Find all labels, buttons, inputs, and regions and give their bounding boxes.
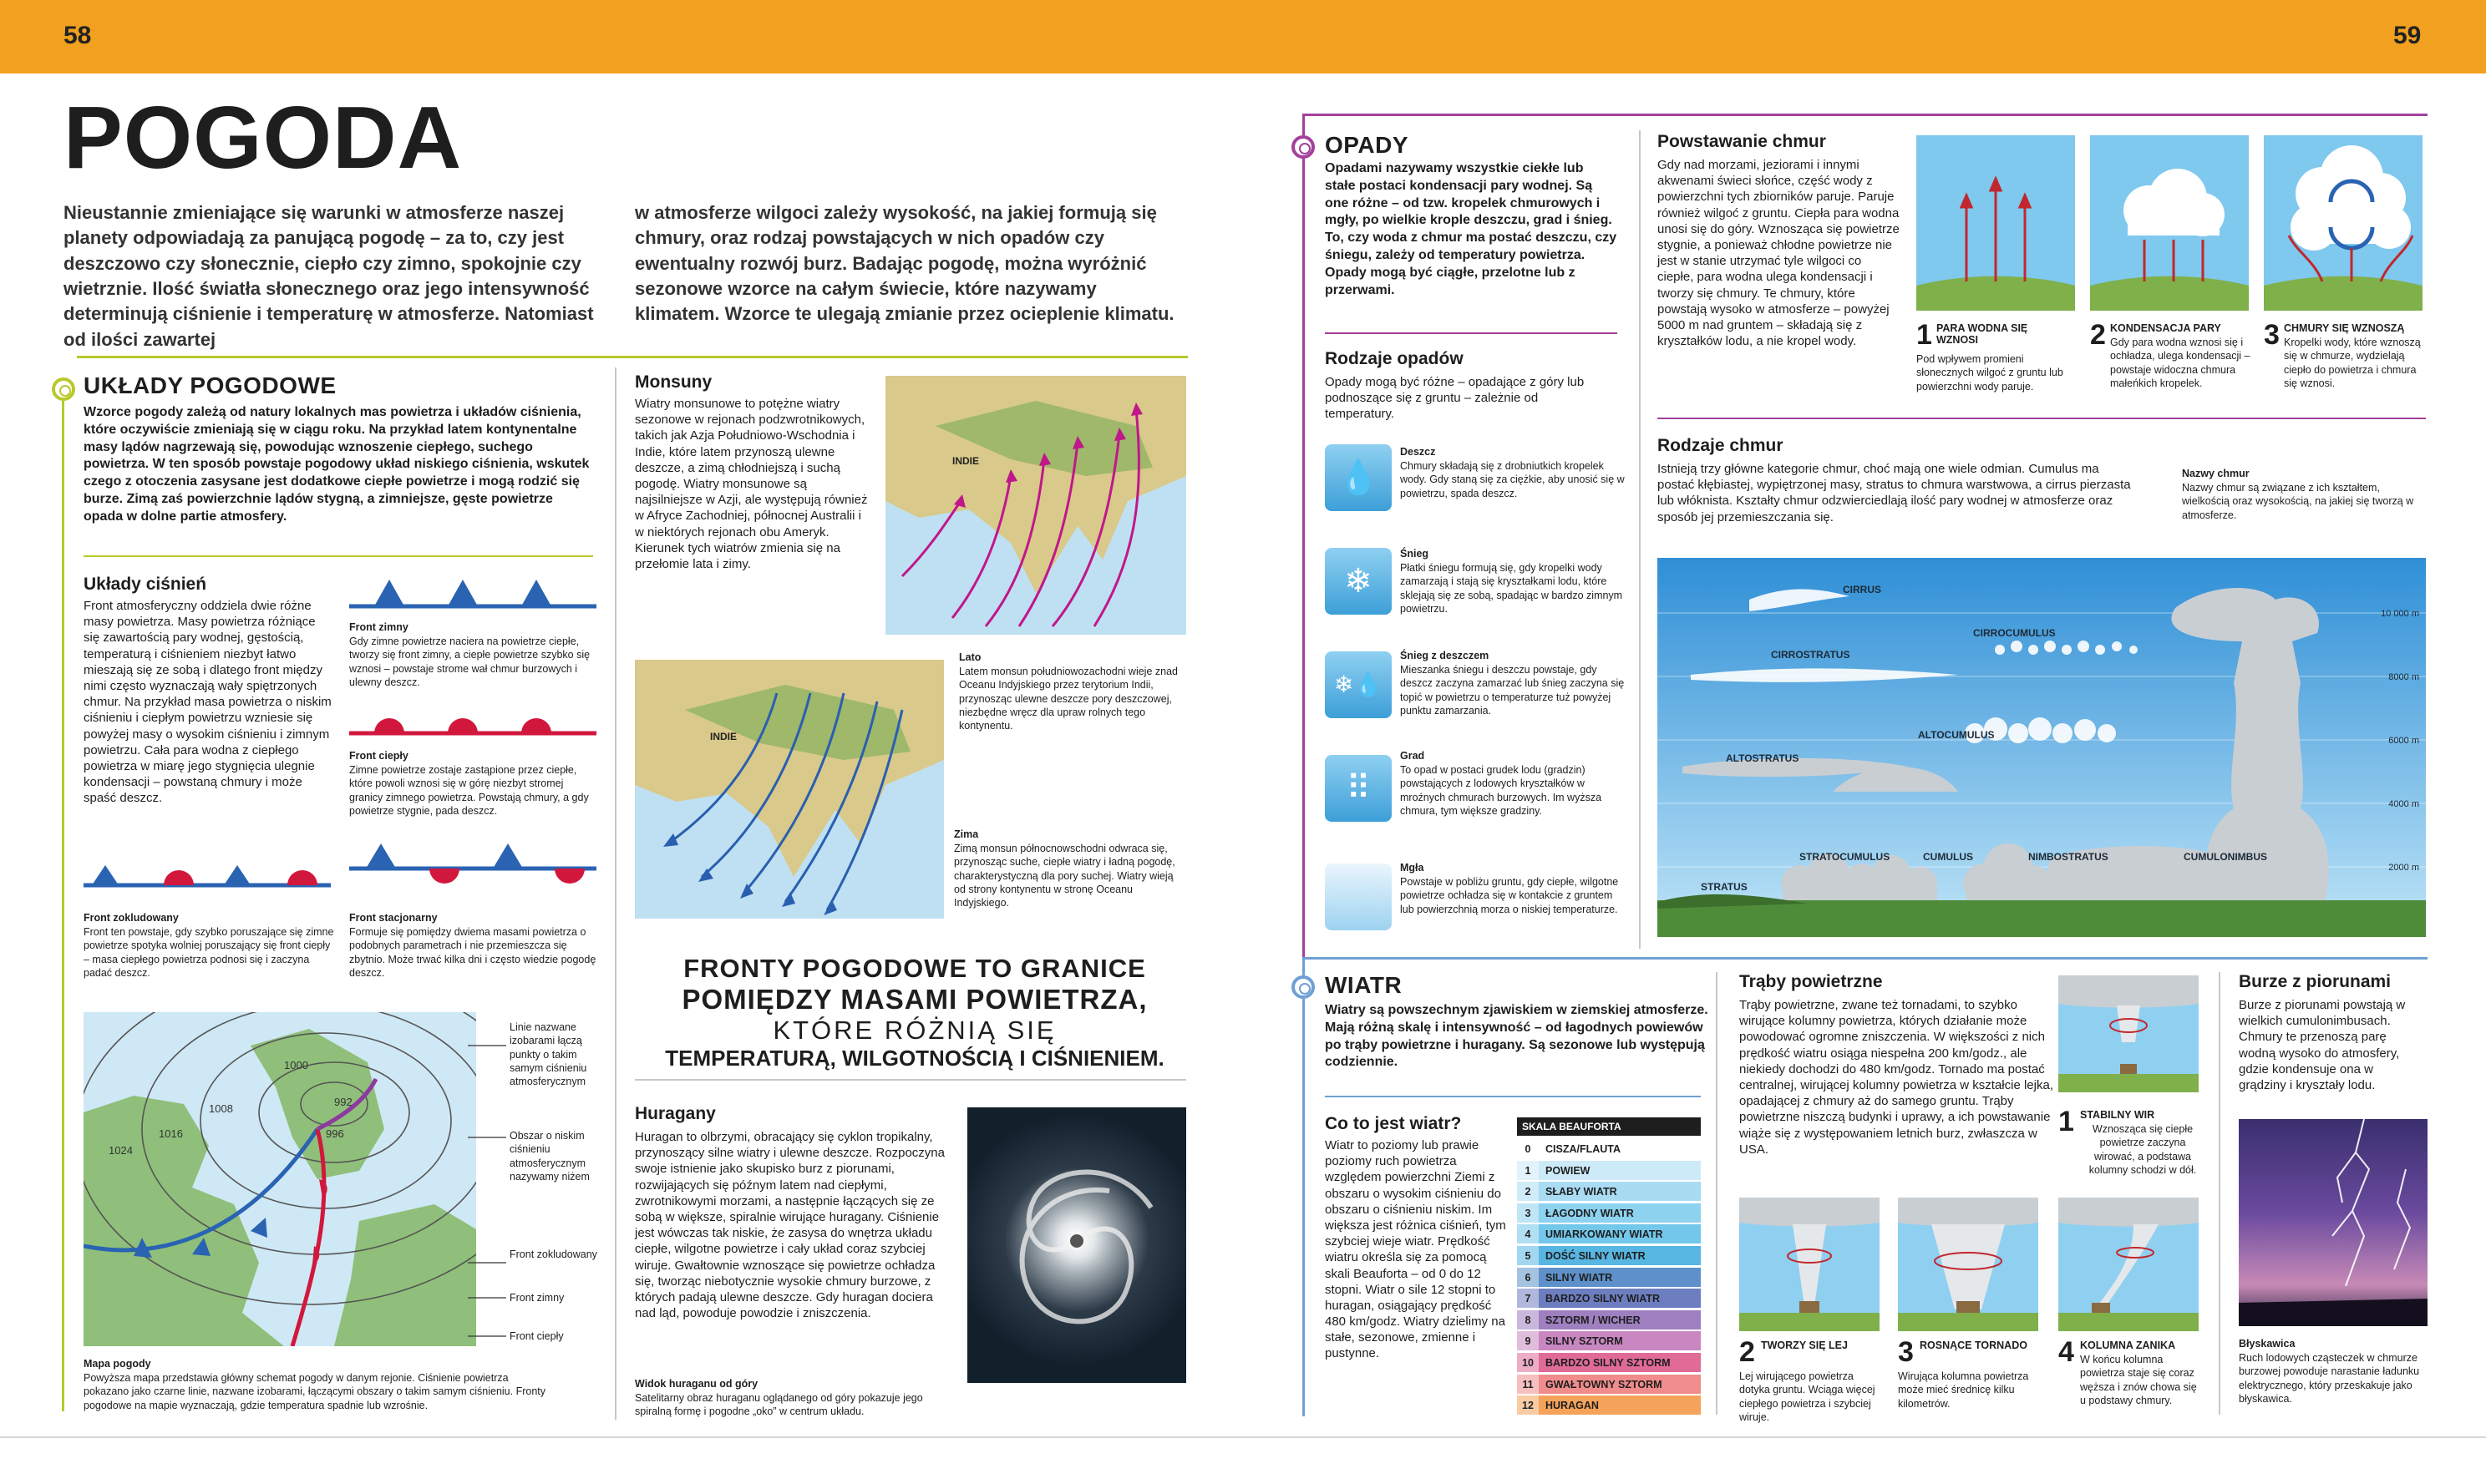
beaufort-row [1517, 1203, 1701, 1223]
step-number: 4 [2058, 1336, 2074, 1368]
beaufort-number: 8 [1517, 1310, 1539, 1330]
step-title: TWORZY SIĘ LEJ [1761, 1340, 1848, 1351]
map-label-cold: Front zimny [510, 1292, 565, 1304]
precip-text-4: Powstaje w pobliżu gruntu, gdy ciepłe, wilgotne powietrze ochładza się w kontakcie z gruntem lub powierzchnią morza o niskiej temperaturze. [1400, 876, 1619, 915]
subheading-traby: Trąby powietrzne [1739, 972, 1883, 991]
tornado-step-3 [1898, 1198, 2038, 1331]
top-bar [0, 0, 2486, 73]
section-marker-icon [1291, 135, 1315, 159]
step-title: STABILNY WIR [2080, 1109, 2155, 1121]
front-text-2: Front ten powstaje, gdy szybko poruszające się zimne powietrze spotyka wolniej poruszający się front ciepły – masa ciepłego powietrza podnosi się i zaczyna padać deszcz. [84, 926, 334, 979]
front-title-2: Front zokludowany [84, 912, 179, 924]
cloud-label: ALTOCUMULUS [1918, 729, 1995, 741]
tornado-step-2 [1739, 1198, 1880, 1331]
step-number: 1 [2058, 1106, 2074, 1137]
front-title-1: Front ciepły [349, 750, 408, 762]
map-caption-title: Mapa pogody [84, 1358, 151, 1370]
beaufort-label: SILNY WIATR [1545, 1271, 1613, 1284]
monsoon-winter-map [635, 660, 944, 919]
front-text-0: Gdy zimne powietrze naciera na powietrze ciepłe, tworzy się front zimny, a ciepłe powietrze szybko się wznosi – powstaje strome wał chmur burzowych i ulewny deszcz. [349, 636, 591, 688]
quote-line: KTÓRE RÓŻNIĄ SIĘ [773, 1016, 1057, 1045]
snowflake-icon: ❄ [1325, 548, 1392, 615]
subheading-rodzaje-opadow: Rodzaje opadów [1325, 349, 1464, 368]
front-title-0: Front zimny [349, 621, 408, 633]
beaufort-label: GWAŁTOWNY SZTORM [1545, 1378, 1662, 1390]
precip-title-3: Grad [1400, 750, 1425, 762]
altitude-label: 6000 m [2388, 736, 2419, 746]
bottom-rule [0, 1436, 2486, 1438]
map-label-india: INDIE [710, 731, 738, 742]
step-number: 2 [1739, 1336, 1755, 1368]
zima-title: Zima [954, 828, 979, 840]
beaufort-row [1517, 1331, 1701, 1351]
cloud-names-text: Nazwy chmur są związane z ich kształtem, wielkością oraz wysokością, na jakiej się tworzą w atmosferze. [2182, 482, 2414, 521]
beaufort-label: BARDZO SILNY SZTORM [1545, 1357, 1671, 1369]
section-rule [77, 356, 1188, 358]
divider [84, 555, 593, 557]
map-label-india: INDIE [952, 455, 980, 467]
hurricane-satellite-image [967, 1107, 1186, 1383]
wiatr-text: Wiatr to poziomy lub prawie poziomy ruch powietrza względem powierzchni Ziemi z obszaru o wysokim ciśnieniu do obszaru o ciśnieniu niskim. Im większa jest różnica ciśnień, tym szybciej wieje wiatr. Prędkość wiatru określa się za pomocą skali Beauforta – od 0 do 12 stopni. Wiatr o sile 12 stopni to huragan, osiągający prędkość 480 km/godz. Wiatry dzielimy na stałe, sezonowe, zmienne i pustynne. [1325, 1138, 1506, 1361]
step-text: Kropelki wody, które wznoszą się w chmurze, wydzielają ciepło do powietrza i chmura się wznosi. [2284, 337, 2421, 389]
beaufort-number: 1 [1517, 1161, 1539, 1181]
beaufort-number: 7 [1517, 1289, 1539, 1309]
step-text: Lej wirującego powietrza dotyka gruntu. Wciąga więcej ciepłego powietrza i szybciej wiruje. [1739, 1370, 1875, 1423]
section-title-opady: OPADY [1325, 132, 1408, 158]
column-divider [615, 367, 616, 1420]
beaufort-row [1517, 1246, 1701, 1266]
step-title: ROSNĄCE TORNADO [1920, 1340, 2027, 1351]
hail-icon: ⠿ [1325, 755, 1392, 822]
front-title-3: Front stacjonarny [349, 912, 438, 924]
cloud-names-title: Nazwy chmur [2182, 468, 2250, 479]
precip-title-4: Mgła [1400, 862, 1424, 874]
altitude-label: 2000 m [2388, 863, 2419, 873]
step-title: PARA WODNA SIĘ WZNOSI [1936, 322, 2028, 346]
beaufort-row [1517, 1224, 1701, 1244]
cloud-types-diagram [1657, 558, 2426, 937]
rodzaje-chmur-text: Istnieją trzy główne kategorie chmur, choć mają one wiele odmian. Cumulus ma postać kłębiastej, wypiętrzonej masy, stratus to chmura warstwowa, a cirrus pierzasta lub włóknista. Kształty chmur odzwierciedlają ilość pary wodnej w atmosferze oraz sposób jej przemieszczania się. [1657, 462, 2131, 524]
powstawanie-text: Gdy nad morzami, jeziorami i innymi akwenami świeci słońce, część wody z powierzchni tych zbiorników paruje. Paruje również wilgoć z gruntu. Ciepła para wodna unosi się do góry. Wznosząca się powietrze stygnie, a ponieważ chłodne powietrze nie jest w stanie utrzymać tyle wilgoci co ciepłe, para wodna ulega kondensacji i tworzy się chmury. Te chmury, które powstają wysoko w atmosferze – powyżej 5000 m nad gruntem – składają się z kryształków lodu, a nie kropel wody. [1657, 158, 1900, 349]
step-title: KONDENSACJA PARY [2110, 322, 2221, 334]
hurricane-caption-title: Widok huraganu od góry [635, 1378, 758, 1390]
cold-front-symbol [349, 575, 600, 616]
wiatr-intro: Wiatry są powszechnym zjawiskiem w ziemskiej atmosferze. Mają różną skalę i intensywność – od łagodnych powiewów po trąby powietrzne i huragany. Są sezonowe lub występują codziennie. [1325, 1003, 1708, 1070]
section-vertical-rule [62, 401, 64, 1411]
page-number-left: 58 [63, 22, 92, 49]
step-number: 2 [2090, 319, 2106, 351]
isobar-label: 1024 [109, 1144, 133, 1157]
lightning-caption: Ruch lodowych cząsteczek w chmurze burzowej powoduje narastanie ładunku elektrycznego, który przeskakuje jako błyskawica. [2239, 1352, 2420, 1405]
cloud-formation-step-3 [2264, 135, 2423, 311]
beaufort-label: SZTORM / WICHER [1545, 1314, 1641, 1326]
occluded-front-symbol [84, 860, 334, 902]
altitude-label: 10 000 m [2381, 609, 2419, 619]
subheading-huragany: Huragany [635, 1104, 716, 1123]
beaufort-number: 9 [1517, 1331, 1539, 1351]
section-vertical-rule [1302, 957, 1305, 975]
cloud-label: CUMULONIMBUS [2184, 851, 2267, 863]
section-marker-icon [52, 377, 75, 401]
step-number: 3 [1898, 1336, 1914, 1368]
isobar-label: 1000 [284, 1059, 308, 1071]
cloud-label: STRATUS [1701, 881, 1748, 893]
hurricane-caption: Satelitarny obraz huraganu oglądanego od góry pokazuje jego spiralną formę i pogodne „oko” w centrum układu. [635, 1392, 923, 1418]
intro-right: w atmosferze wilgoci zależy wysokość, na jakiej formują się chmury, oraz rodzaj powstających w nich opadów czy ewentualny rozwój burz. Badając pogodę, można wyróżnić sezonowe wzorce na całym świecie, które nazywamy klimatem. Wzorce te ulegają zmianie przez ocieplenie klimatu. [635, 202, 1175, 325]
beaufort-label: SŁABY WIATR [1545, 1186, 1617, 1198]
beaufort-number: 5 [1517, 1246, 1539, 1266]
beaufort-number: 6 [1517, 1268, 1539, 1288]
beaufort-label: POWIEW [1545, 1164, 1591, 1177]
beaufort-number: 11 [1517, 1375, 1539, 1395]
section-vertical-rule [1302, 999, 1305, 1416]
intro-left: Nieustannie zmieniające się warunki w atmosferze naszej planety odpowiadają za panującą pogodę – za to, czy jest deszczowo czy słonecznie, ciepło czy zimno, spokojnie czy wietrznie. Ilość światła słonecznego oraz jego intensywność determinują ciśnienie i temperaturę w atmosferze. Natomiast od ilości zawartej [63, 202, 594, 350]
beaufort-row [1517, 1395, 1701, 1416]
weather-map [84, 1012, 476, 1346]
fog-icon [1325, 864, 1392, 930]
beaufort-row [1517, 1139, 1701, 1159]
divider [1325, 1096, 1701, 1097]
step-text: Wirująca kolumna powietrza może mieć średnicę kilku kilometrów. [1898, 1370, 2029, 1410]
beaufort-number: 12 [1517, 1395, 1539, 1416]
quote-line: TEMPERATURĄ, WILGOTNOŚCIĄ I CIŚNIENIEM. [665, 1046, 1164, 1071]
tornado-step-4 [2058, 1198, 2199, 1331]
beaufort-row [1517, 1182, 1701, 1202]
tornado-step-1 [2058, 975, 2199, 1092]
beaufort-number: 10 [1517, 1353, 1539, 1373]
beaufort-number: 3 [1517, 1203, 1539, 1223]
subheading-burze: Burze z piorunami [2239, 972, 2392, 991]
opady-types-intro: Opady mogą być różne – opadające z góry lub podnoszące się z gruntu – zależnie od temperatury. [1325, 375, 1585, 422]
lato-text: Latem monsun południowozachodni wieje znad Oceanu Indyjskiego przez terytorium Indii, przynosząc ulewne deszcze pory deszczowej, niezbędne wręcz dla upraw rolnych tego kontynentu. [959, 666, 1178, 732]
subheading-monsuny: Monsuny [635, 372, 713, 392]
monsoon-summer-map [885, 376, 1186, 635]
precip-text-0: Chmury składają się z drobniutkich kropelek wody. Gdy staną się za ciężkie, aby unosić się w powietrzu, spada deszcz. [1400, 460, 1625, 499]
precip-text-3: To opad w postaci grudek lodu (gradzin) powstających z lodowych kryształków w mroźnych chmurach burzowych. Im wyższa chmura, tym większe gradziny. [1400, 764, 1602, 817]
divider [1325, 332, 1617, 334]
uklady-intro: Wzorce pogody zależą od natury lokalnych mas powietrza i układów ciśnienia, które oczywiście zmieniają się w ciągu roku. Na przykład latem kontynentalne masy lądów nagrzewają się, powodując wznoszenie ciepłego, suchego powietrza. W ten sposób powstaje pogodowy układ niskiego ciśnienia, wskutek czego z otoczenia zasysane jest dodatkowe ciepłe powietrze i mogą rodzić się burze. Zimą zaś powierzchnie lądów stygną, a zimniejsze, gęste powietrze opada w dolne partie atmosfery. [84, 405, 590, 524]
beaufort-number: 0 [1517, 1139, 1539, 1159]
precip-title-0: Deszcz [1400, 446, 1436, 458]
section-title-wiatr: WIATR [1325, 972, 1403, 998]
lato-title: Lato [959, 651, 982, 663]
front-text-3: Formuje się pomiędzy dwiema masami powietrza o podobnych parametrach i nie przemieszcza się zbytnio. Może trwać kilka dni i często wiedzie pogodę deszcz. [349, 926, 596, 979]
warm-front-symbol [349, 700, 600, 742]
beaufort-row [1517, 1268, 1701, 1288]
front-text-1: Zimne powietrze zostaje zastąpione przez ciepłe, które powoli wznosi się w górę niezbyt stromej granicy zimnego powietrza. Powstają chmury, a gdy powietrze stygnie, pada deszcz. [349, 764, 589, 817]
section-title-uklady: UKŁADY POGODOWE [84, 372, 337, 398]
cloud-label: CIRROCUMULUS [1973, 627, 2056, 639]
section-marker-icon [1291, 975, 1315, 999]
beaufort-row [1517, 1161, 1701, 1181]
beaufort-label: UMIARKOWANY WIATR [1545, 1228, 1663, 1241]
subheading-co-to-wiatr: Co to jest wiatr? [1325, 1114, 1462, 1133]
cloud-label: CIRROSTRATUS [1771, 649, 1850, 661]
step-number: 3 [2264, 319, 2280, 351]
cloud-label: ALTOSTRATUS [1726, 752, 1799, 764]
huragany-text: Huragan to olbrzymi, obracający się cyklon tropikalny, przynoszący silne wiatry i ulewne deszcze. Rozpoczyna swoje istnienie jako skupisko burz z piorunami, rozwijających się późnym latem nad ciepłymi, zwrotnikowymi morzami, a następnie łączących się ze sobą w większe, spiralnie wirujące huragany. Ciśnienie jest wówczas tak niskie, że zasysa do wnętrza układu ciepłe, wilgotne powietrze i cały układ coraz szybciej wiruje. Gwałtownie wznoszące się powietrze ochładza się, tworząc niebotycznie wysokie chmury burzowe, z których padają ulewne deszcze. Gdy huragan dociera nad ląd, powoduje powodzie i zniszczenia. [635, 1130, 945, 1321]
beaufort-row [1517, 1310, 1701, 1330]
cloud-label: STRATOCUMULUS [1799, 851, 1890, 863]
cisnien-text: Front atmosferyczny oddziela dwie różne masy powietrza. Masy powietrza różniące się zawartością pary wodnej, gęstością, temperaturą i ciśnieniem niezbyt łatwo mieszają się ze sobą i dlatego front między nimi często wyznaczają wały spiętrzonych chmur. Na przykład masa powietrza o niskim ciśnieniu i ciepłym powietrzu wzniesie się powyżej masy o wysokim ciśnieniu i zimnym powietrzu. Cała para wodna z ciepłego powietrza w miarę jego stygnięcia ulegnie kondensacji – powstaną chmury i może spaść deszcz. [84, 599, 332, 806]
map-label-warm: Front ciepły [510, 1330, 564, 1342]
beaufort-label: ŁAGODNY WIATR [1545, 1207, 1634, 1219]
precip-text-2: Mieszanka śniegu i deszczu powstaje, gdy deszcz zaczyna zamarzać lub śnieg zaczyna się topić w powietrzu o temperaturze tuż powyżej punktu zamarzania. [1400, 664, 1625, 717]
beaufort-row [1517, 1289, 1701, 1309]
section-rule [1305, 114, 2428, 116]
sleet-icon: ❄💧 [1325, 651, 1392, 718]
step-text: W końcu kolumna powietrza staje się coraz węższa i znów chowa się u podstawy chmury. [2080, 1354, 2197, 1406]
cloud-formation-step-2 [2090, 135, 2249, 311]
beaufort-row [1517, 1375, 1701, 1395]
map-leader-lines [468, 1012, 508, 1346]
beaufort-row [1517, 1353, 1701, 1373]
column-divider [1716, 972, 1717, 1415]
section-vertical-rule [1302, 159, 1305, 960]
map-caption: Powyższa mapa przedstawia główny schemat pogody w danym rejonie. Ciśnienie powietrza pokazano jako czarne linie, nazwane izobarami, łączącymi obszary o takim samym ciśnieniu. Fronty pogodowe na mapie wyznaczają, gdzie temperatura spadnie lub wzrośnie. [84, 1372, 546, 1411]
burze-text: Burze z piorunami powstają w wielkich cumulonimbusach. Chmury te przenoszą parę wodną wysoko do atmosfery, gdzie kondensuje ona w grądziny i kryształy lodu. [2239, 998, 2406, 1092]
step-text: Wznosząca się ciepłe powietrze zaczyna wirować, a podstawa kolumny schodzi w dół. [2088, 1123, 2197, 1176]
step-text: Pod wpływem promieni słonecznych wilgoć z gruntu lub powierzchni wody paruje. [1916, 353, 2063, 393]
stationary-front-symbol [349, 835, 600, 902]
opady-intro: Opadami nazywamy wszystkie ciekłe lub stałe postaci kondensacji pary wodnej. Są one różne – od tzw. kropelek chmurowych i mgły, po wielkie krople deszczu, grad i śnieg. To, czy woda z chmur ma postać deszczu, czy śniegu, zależy od temperatury powietrza. Opady mogą być ciągłe, przelotne lub z przerwami. [1325, 161, 1617, 297]
beaufort-label: BARDZO SILNY WIATR [1545, 1293, 1661, 1305]
column-divider [2219, 972, 2220, 1415]
precip-title-1: Śnieg [1400, 548, 1429, 560]
beaufort-label: SILNY SZTORM [1545, 1335, 1623, 1348]
step-title: CHMURY SIĘ WZNOSZĄ [2284, 322, 2405, 334]
cloud-formation-step-1 [1916, 135, 2075, 311]
page-title: POGODA [63, 89, 463, 187]
quote-line: POMIĘDZY MASAMI POWIETRZA, [682, 984, 1148, 1015]
isobar-label: 1016 [159, 1127, 183, 1140]
map-label-isobars: Linie nazwane izobarami łączą punkty o takim samym ciśnieniu atmosferycznym [510, 1021, 587, 1087]
step-text: Gdy para wodna wznosi się i ochładza, ulega kondensacji – powstaje widoczna chmura małeńkich kropelek. [2110, 337, 2250, 389]
divider [635, 1079, 1186, 1081]
beaufort-number: 4 [1517, 1224, 1539, 1244]
isobar-label: 992 [334, 1096, 353, 1108]
beaufort-label: CISZA/FLAUTA [1545, 1143, 1621, 1155]
isobar-label: 996 [326, 1127, 344, 1140]
step-number: 1 [1916, 319, 1932, 351]
section-rule [1305, 957, 2428, 960]
section-vertical-rule [1302, 114, 1305, 135]
precip-title-2: Śnieg z deszczem [1400, 650, 1489, 661]
step-title: KOLUMNA ZANIKA [2080, 1340, 2176, 1351]
beaufort-label: DOŚĆ SILNY WIATR [1545, 1250, 1646, 1262]
subheading-cisnien: Układy ciśnień [84, 575, 207, 594]
precip-text-1: Płatki śniegu formują się, gdy kropelki wody zamarzają i stają się kryształkami lodu, które sklejają się ze sobą, spadając w bardzo zimnym powietrzu. [1400, 562, 1623, 615]
droplet-icon: 💧 [1325, 444, 1392, 511]
page-number-right: 59 [2393, 22, 2422, 49]
cloud-label: NIMBOSTRATUS [2028, 851, 2108, 863]
beaufort-label: HURAGAN [1545, 1400, 1599, 1412]
altitude-label: 4000 m [2388, 799, 2419, 809]
altitude-label: 8000 m [2388, 672, 2419, 682]
pull-quote [635, 954, 1195, 1071]
quote-line: FRONTY POGODOWE TO GRANICE [683, 954, 1146, 983]
map-label-occluded: Front zokludowany [510, 1248, 597, 1260]
cloud-label: CUMULUS [1923, 851, 1973, 863]
map-label-low: Obszar o niskim ciśnieniu atmosferycznym nazywamy niżem [510, 1130, 590, 1183]
subheading-rodzaje-chmur: Rodzaje chmur [1657, 436, 1783, 455]
lightning-caption-title: Błyskawica [2239, 1338, 2296, 1350]
beaufort-scale-title: SKALA BEAUFORTA [1517, 1117, 1701, 1136]
lightning-photo [2239, 1119, 2428, 1326]
traby-text: Trąby powietrzne, zwane też tornadami, to szybko wirujące kolumny powietrza, których działanie może powodować ogromne zniszczenia. W większości z nich prędkość wiatru osiąga niespełna 200 km/godz., ale niekiedy dochodzi do 480 km/godz. Tornado ma postać centralnej, wirującej kolumny powietrza w kształcie lejka, opadającej z chmury aż do samego gruntu. Trąby powietrzne niszczą budynki i uprawy, a ich powstawanie wiąże się z występowaniem letnich burz, zwłaszcza w USA. [1739, 998, 2053, 1157]
subheading-powstawanie: Powstawanie chmur [1657, 132, 1826, 151]
cloud-label: CIRRUS [1843, 584, 1882, 595]
isobar-label: 1008 [209, 1102, 233, 1115]
zima-text: Zimą monsun północnowschodni odwraca się, przynosząc suche, ciepłe wiatry i ładną pogodę, charakterystyczną dla pory suchej. Wiatry wieją od strony kontynentu w stronę Oceanu Indyjskiego. [954, 843, 1175, 909]
divider [1657, 418, 2426, 419]
monsuny-text: Wiatry monsunowe to potężne wiatry sezonowe w rejonach podzwrotnikowych, takich jak Azja Południowo-Wschodnia i Indie, które latem przynoszą ulewne deszcze, a zimą chłodniejszą i suchą pogodę. Wiatry monsunowe są najsilniejsze w Azji, ale występują również w Afryce Zachodniej, północnej Australii i w niektórych rejonach obu Ameryk. Kierunek tych wiatrów zmienia się na przełomie lata i zimy. [635, 397, 868, 571]
beaufort-number: 2 [1517, 1182, 1539, 1202]
column-divider [1639, 130, 1641, 949]
